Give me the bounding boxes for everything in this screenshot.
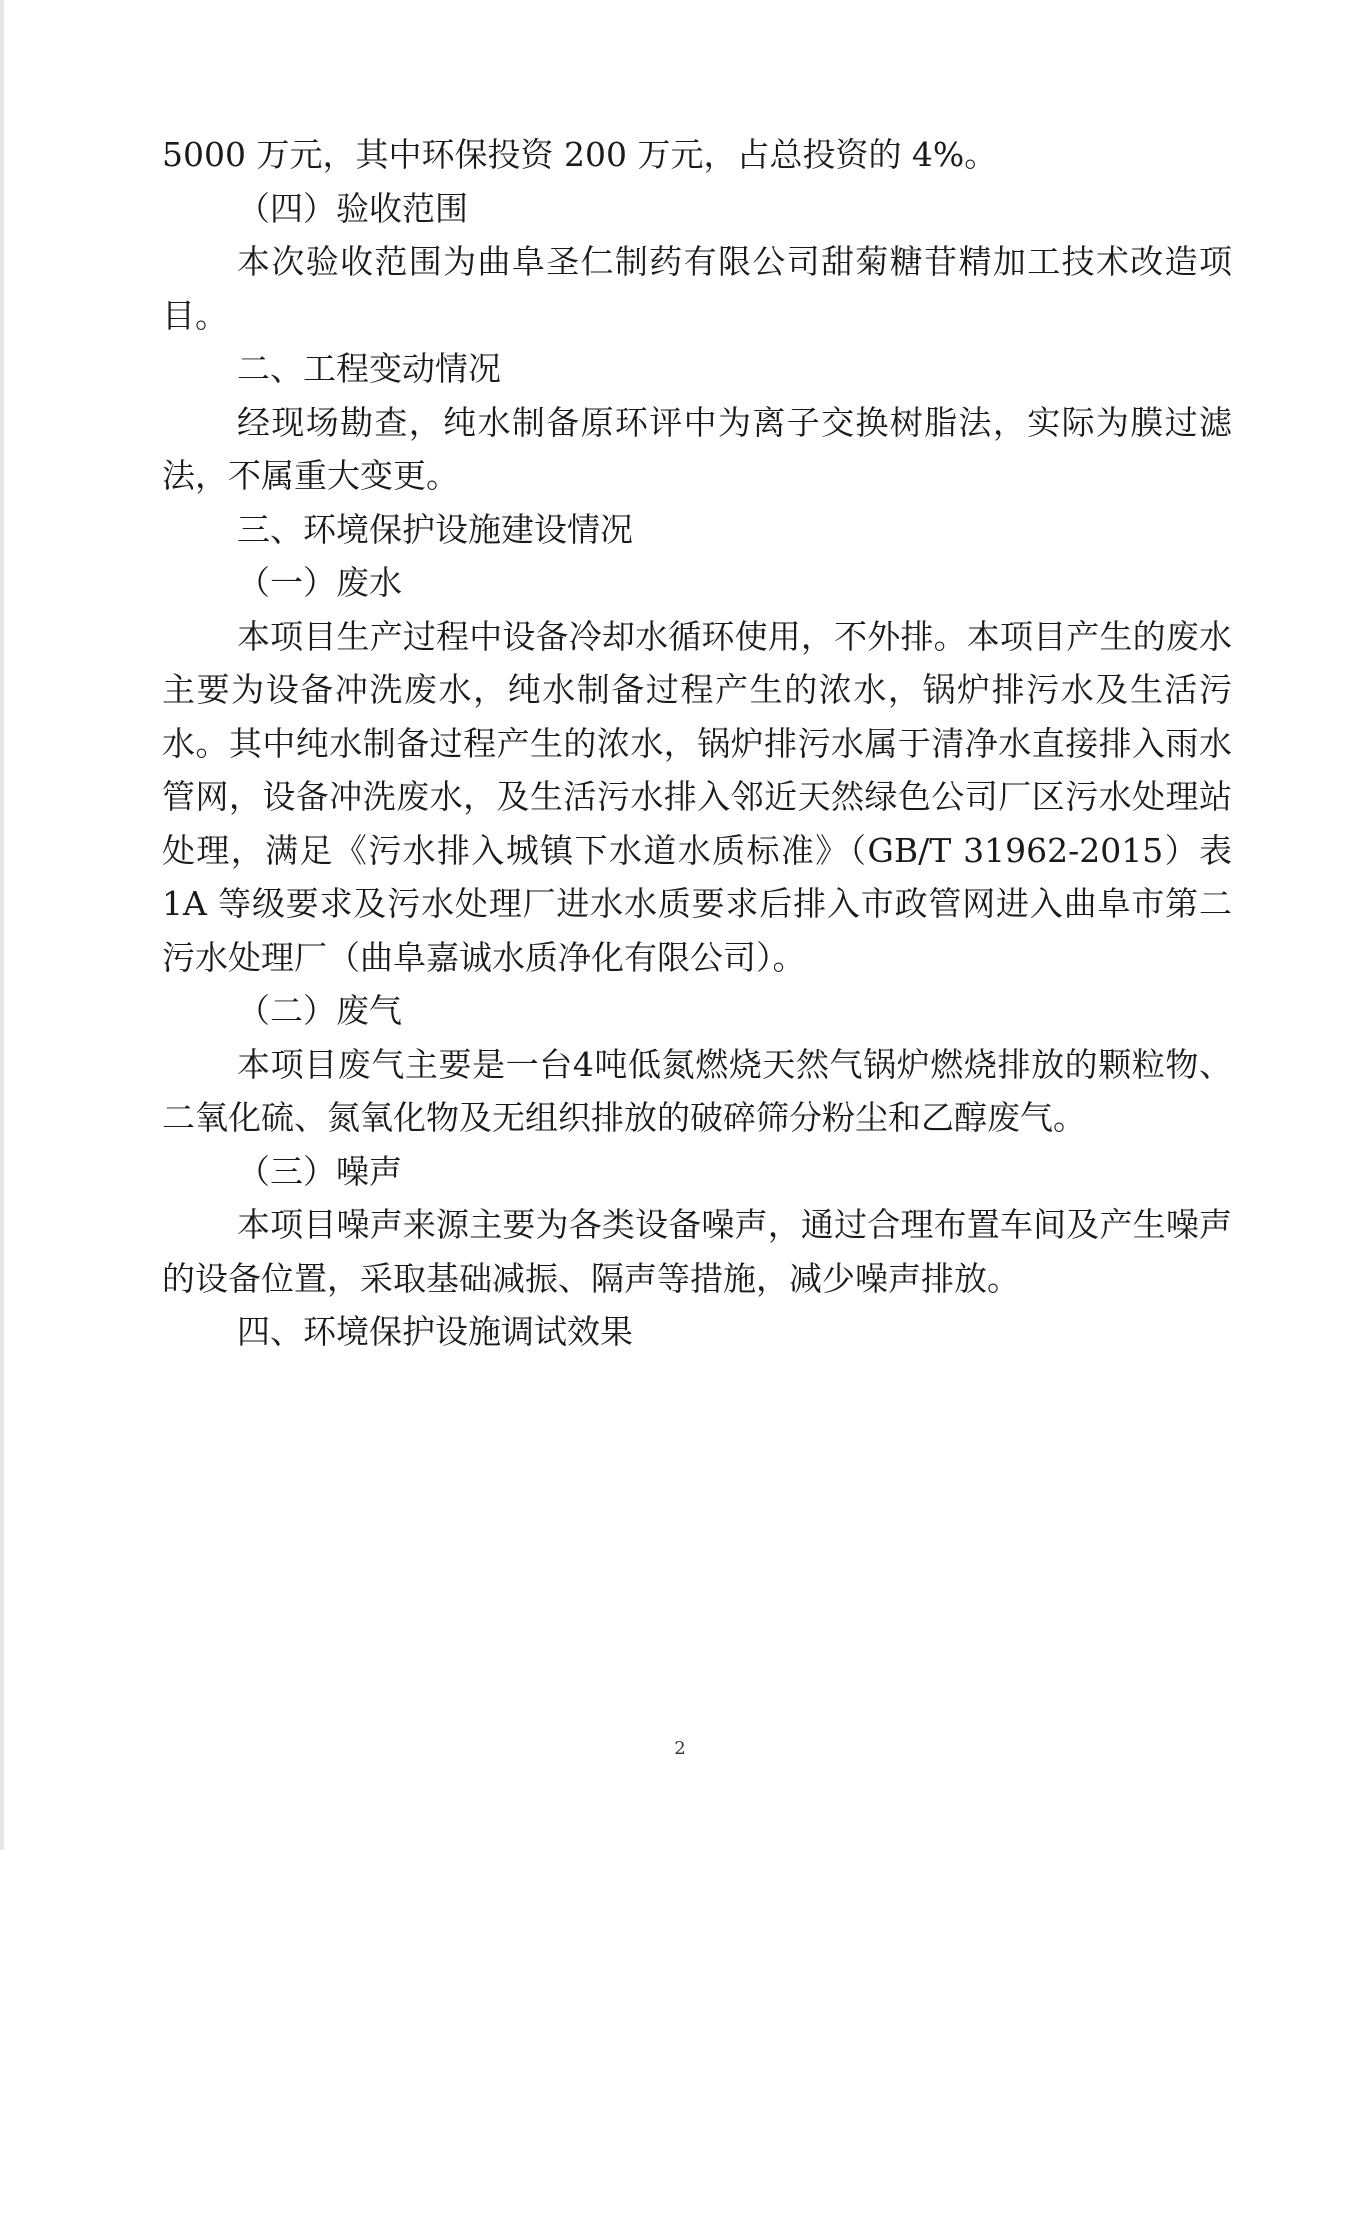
heading-wastewater: （一）废水 — [237, 563, 402, 602]
heading-waste-gas: （二）废气 — [237, 991, 402, 1030]
page-number: 2 — [674, 1738, 686, 1759]
heading-noise: （三）噪声 — [237, 1151, 402, 1191]
paragraph-wastewater: 本项目生产过程中设备冷却水循环使用，不外排。本项目产生的废水主要为设备冲洗废水，纯水制备过程产生的浓水，锅炉排污水及生活污水。其中纯水制备过程产生的浓水，锅炉排污水属于清净水直接排入雨水管网，设备冲洗废水，及生活污水排入邻近天然绿色公司厂区污水处理站处理，满足《污水排入城镇下水道水质标准》（GB/T 31962-2015）表 1A 等级要求及污水处理厂进水水质要求后排入市政管网进入曲阜市第二污水处理厂（曲阜嘉诚水质净化有限公司）。 — [162, 616, 1232, 977]
paragraph-noise: 本项目噪声来源主要为各类设备噪声，通过合理布置车间及产生噪声的设备位置，采取基础减振、隔声等措施，减少噪声排放。 — [162, 1205, 1232, 1298]
heading-commissioning-results: 四、环境保护设施调试效果 — [237, 1312, 633, 1351]
paragraph-acceptance-scope: 本次验收范围为曲阜圣仁制药有限公司甜菊糖苷精加工技术改造项目。 — [162, 242, 1232, 335]
heading-facility-construction: 三、环境保护设施建设情况 — [237, 509, 633, 549]
paragraph-engineering-changes: 经现场勘查，纯水制备原环评中为离子交换树脂法，实际为膜过滤法，不属重大变更。 — [162, 402, 1232, 495]
paragraph-waste-gas: 本项目废气主要是一台4吨低氮燃烧天然气锅炉燃烧排放的颗粒物、二氧化硫、氮氧化物及无组织排放的破碎筛分粉尘和乙醇废气。 — [162, 1044, 1232, 1137]
paragraph-investment: 5000 万元，其中环保投资 200 万元，占总投资的 4%。 — [162, 135, 998, 174]
document-body — [162, 128, 1232, 1359]
heading-acceptance-scope: （四）验收范围 — [237, 188, 468, 228]
scan-edge — [0, 0, 4, 1850]
heading-engineering-changes: 二、工程变动情况 — [237, 349, 501, 388]
